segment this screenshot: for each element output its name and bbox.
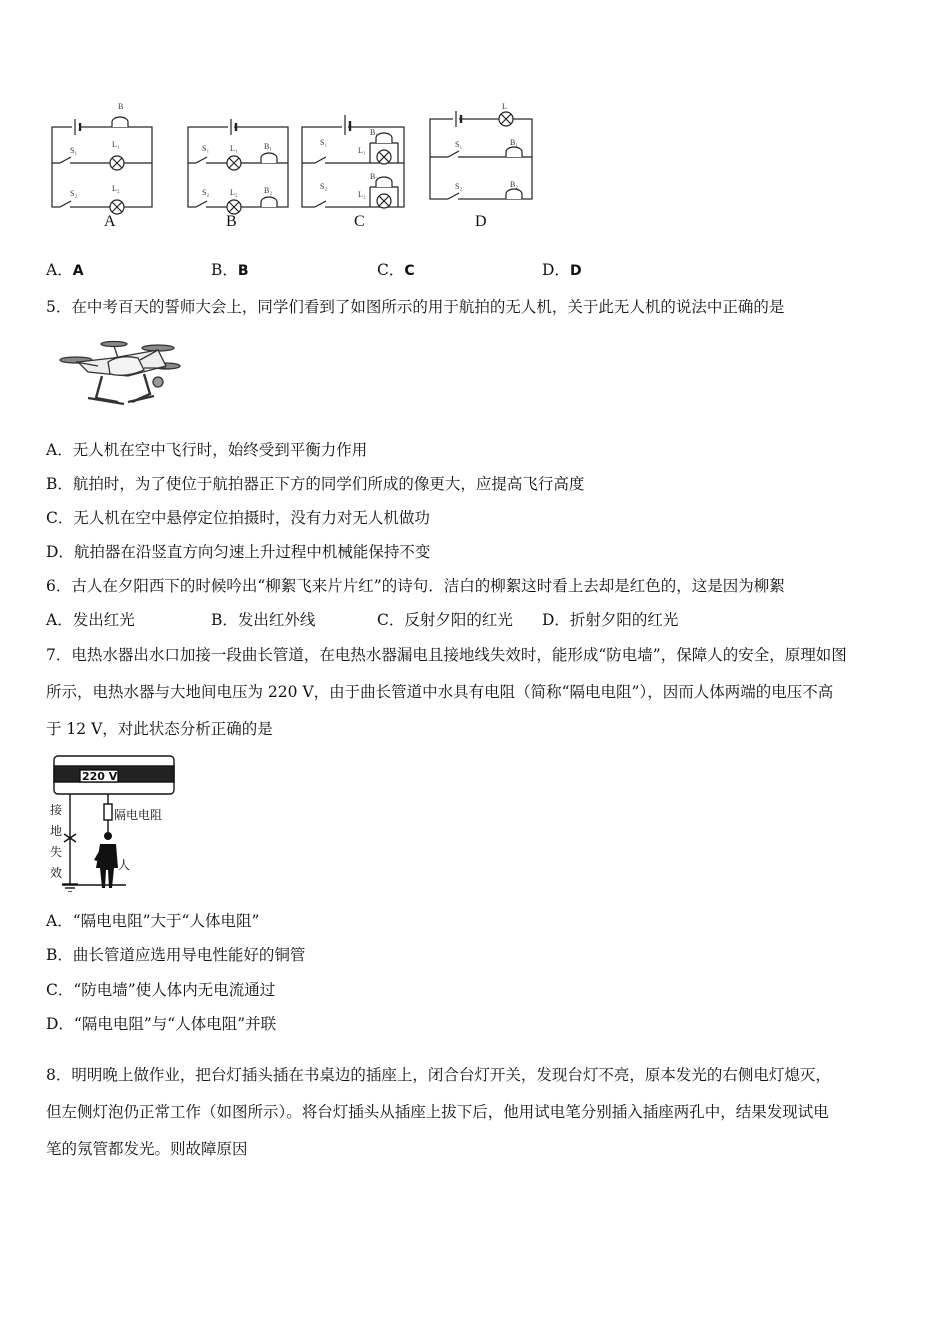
q4-option-a[interactable]: A．A xyxy=(46,261,84,279)
q4-option-d[interactable]: D．D xyxy=(542,261,582,279)
q5-option-a[interactable]: A．无人机在空中飞行时，始终受到平衡力作用 xyxy=(46,441,368,459)
svg-text:L₂: L₂ xyxy=(358,190,366,199)
q7-stem-line-1: 7．电热水器出水口加接一段曲长管道，在电热水器漏电且接地线失效时，能形成“防电墙”，保障人的安全，原理如图 xyxy=(46,646,847,664)
svg-text:B₁: B₁ xyxy=(264,142,273,151)
q8-stem-line-1: 8．明明晚上做作业，把台灯插头插在书桌边的插座上，闭合台灯开关，发现台灯不亮，原本发光的右侧电灯熄灭， xyxy=(46,1066,831,1084)
q5-option-b[interactable]: B．航拍时，为了使位于航拍器正下方的同学们所成的像更大，应提高飞行高度 xyxy=(46,475,585,493)
svg-text:S₁: S₁ xyxy=(202,144,210,153)
circuit-label-a: A xyxy=(104,213,116,230)
svg-text:B₂: B₂ xyxy=(510,180,519,189)
svg-text:B₁: B₁ xyxy=(510,138,519,147)
q6-option-d[interactable]: D．折射夕阳的红光 xyxy=(542,611,679,629)
q7-stem-line-2: 所示，电热水器与大地间电压为 220 V，由于曲长管道中水具有电阻（简称“隔电电阻”），因而人体两端的电压不高 xyxy=(46,683,834,701)
water-heater-figure xyxy=(46,752,186,892)
voltage-label: 220 V xyxy=(82,770,118,783)
svg-text:S₂: S₂ xyxy=(70,189,78,198)
q8-stem-line-3: 笔的氖管都发光。则故障原因 xyxy=(46,1140,248,1158)
q5-stem: 5．在中考百天的誓师大会上，同学们看到了如图所示的用于航拍的无人机，关于此无人机的说法中正确的是 xyxy=(46,298,785,316)
q8-stem-line-2: 但左侧灯泡仍正常工作（如图所示）。将台灯插头从插座上拔下后，他用试电笔分别插入插座两孔中，结果发现试电 xyxy=(46,1103,829,1121)
q6-stem: 6．古人在夕阳西下的时候吟出“柳絮飞来片片红”的诗句．洁白的柳絮这时看上去却是红色的，这是因为柳絮 xyxy=(46,577,785,595)
svg-text:B: B xyxy=(118,102,124,111)
circuit-label-d: D xyxy=(475,213,487,230)
q7-option-a[interactable]: A．“隔电电阻”大于“人体电阻” xyxy=(46,912,260,930)
q6-option-c[interactable]: C．反射夕阳的红光 xyxy=(377,611,513,629)
svg-text:L: L xyxy=(502,102,507,111)
drone-image xyxy=(58,336,183,414)
circuit-label-b: B xyxy=(226,213,237,230)
circuit-b xyxy=(188,117,288,214)
circuit-label-c: C xyxy=(354,213,365,230)
q7-option-b[interactable]: B．曲长管道应选用导电性能好的铜管 xyxy=(46,946,306,964)
q5-option-c[interactable]: C．无人机在空中悬停定位拍摄时，没有力对无人机做功 xyxy=(46,509,430,527)
svg-text:B₂: B₂ xyxy=(264,186,273,195)
q5-option-d[interactable]: D．航拍器在沿竖直方向匀速上升过程中机械能保持不变 xyxy=(46,543,431,561)
q6-option-a[interactable]: A．发出红光 xyxy=(46,611,135,629)
svg-text:S₂: S₂ xyxy=(202,188,210,197)
svg-text:L₂: L₂ xyxy=(230,188,238,197)
q7-option-d[interactable]: D．“隔电电阻”与“人体电阻”并联 xyxy=(46,1015,277,1033)
q7-stem-line-3: 于 12 V，对此状态分析正确的是 xyxy=(46,720,273,738)
svg-text:S₂: S₂ xyxy=(320,182,328,191)
svg-text:S₁: S₁ xyxy=(455,140,463,149)
q7-option-c[interactable]: C．“防电墙”使人体内无电流通过 xyxy=(46,981,276,999)
person-label: 人 xyxy=(118,858,131,872)
svg-text:B₂: B₂ xyxy=(370,172,379,181)
svg-text:L₁: L₁ xyxy=(358,146,366,155)
svg-text:S₁: S₁ xyxy=(320,138,328,147)
ground-fail-label: 接 地 失 效 xyxy=(50,803,63,880)
q4-option-c[interactable]: C．C xyxy=(377,261,415,279)
svg-text:S₁: S₁ xyxy=(70,146,78,155)
circuit-c xyxy=(302,113,404,208)
svg-text:L₂: L₂ xyxy=(112,184,120,193)
svg-text:S₂: S₂ xyxy=(455,182,463,191)
circuit-a xyxy=(52,117,152,214)
q4-option-b[interactable]: B．B xyxy=(211,261,249,279)
q6-option-b[interactable]: B．发出红外线 xyxy=(211,611,316,629)
svg-text:L₁: L₁ xyxy=(112,140,120,149)
svg-text:L₁: L₁ xyxy=(230,144,238,153)
resistor-label: 隔电电阻 xyxy=(114,808,163,822)
svg-text:B₁: B₁ xyxy=(370,128,379,137)
